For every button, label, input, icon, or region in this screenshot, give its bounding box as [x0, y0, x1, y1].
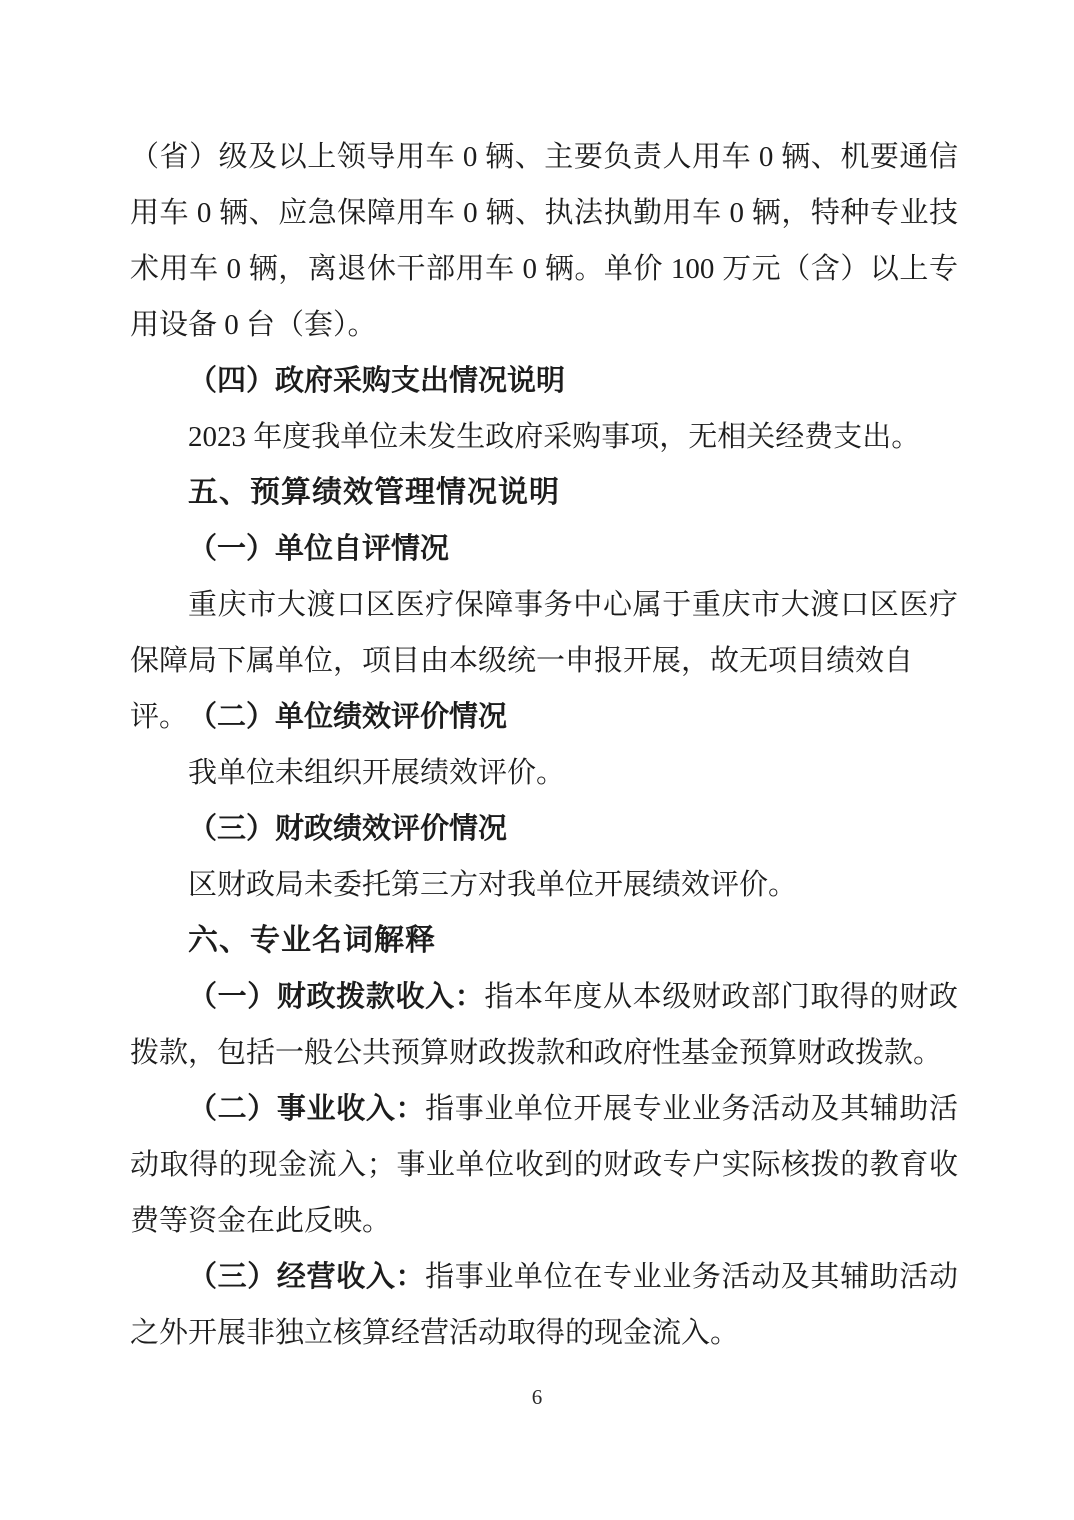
paragraph-unit-performance-statement: 我单位未组织开展绩效评价。	[188, 757, 566, 789]
term-operating-income-line	[130, 1249, 958, 1305]
page-body-text	[130, 129, 958, 1361]
term-operating-income-line: 之外开展非独立核算经营活动取得的现金流入。	[130, 1317, 740, 1349]
term-institutional-income-line: 动取得的现金流入；事业单位收到的财政专户实际核拨的教育收	[130, 1149, 958, 1181]
term-institutional-income-label: （二）事业收入：	[188, 1093, 426, 1125]
paragraph-self-evaluation-line: 保障局下属单位，项目由本级统一申报开展，故无项目绩效自评。	[130, 645, 914, 733]
paragraph-fiscal-performance-statement: 区财政局未委托第三方对我单位开展绩效评价。	[188, 869, 798, 901]
term-operating-income-label: （三）经营收入：	[188, 1261, 426, 1293]
heading-section-5-budget-performance: 五、预算绩效管理情况说明	[188, 476, 560, 509]
paragraph-vehicle-counts-line: 用车 0 辆、应急保障用车 0 辆、执法执勤用车 0 辆，特种专业技	[130, 197, 958, 229]
paragraph-self-evaluation-line: 重庆市大渡口区医疗保障事务中心属于重庆市大渡口区医疗	[188, 589, 958, 621]
term-operating-income-definition: 指事业单位在专业业务活动及其辅助活动	[425, 1261, 958, 1293]
term-fiscal-appropriation-income-definition: 指本年度从本级财政部门取得的财政	[484, 981, 958, 1013]
heading-self-evaluation: （一）单位自评情况	[188, 533, 450, 565]
term-fiscal-appropriation-income-line: 拨款，包括一般公共预算财政拨款和政府性基金预算财政拨款。	[130, 1037, 943, 1069]
heading-section-6-terminology: 六、专业名词解释	[188, 924, 436, 957]
page-number: 6	[531, 1385, 543, 1409]
heading-gov-procurement: （四）政府采购支出情况说明	[188, 365, 566, 397]
heading-fiscal-performance-evaluation: （三）财政绩效评价情况	[188, 813, 508, 845]
term-fiscal-appropriation-income-label: （一）财政拨款收入：	[188, 981, 485, 1013]
term-institutional-income-line	[130, 1081, 958, 1137]
term-fiscal-appropriation-income-line	[130, 969, 958, 1025]
term-institutional-income-definition: 指事业单位开展专业业务活动及其辅助活	[425, 1093, 958, 1125]
paragraph-procurement-statement: 2023 年度我单位未发生政府采购事项，无相关经费支出。	[188, 421, 921, 453]
paragraph-vehicle-counts-line: 用设备 0 台（套）。	[130, 309, 377, 341]
term-institutional-income-line: 费等资金在此反映。	[130, 1205, 392, 1237]
heading-unit-performance-evaluation: （二）单位绩效评价情况	[188, 701, 508, 733]
paragraph-vehicle-counts-line: 术用车 0 辆，离退休干部用车 0 辆。单价 100 万元（含）以上专	[130, 253, 958, 285]
paragraph-vehicle-counts-line: （省）级及以上领导用车 0 辆、主要负责人用车 0 辆、机要通信	[130, 141, 958, 173]
